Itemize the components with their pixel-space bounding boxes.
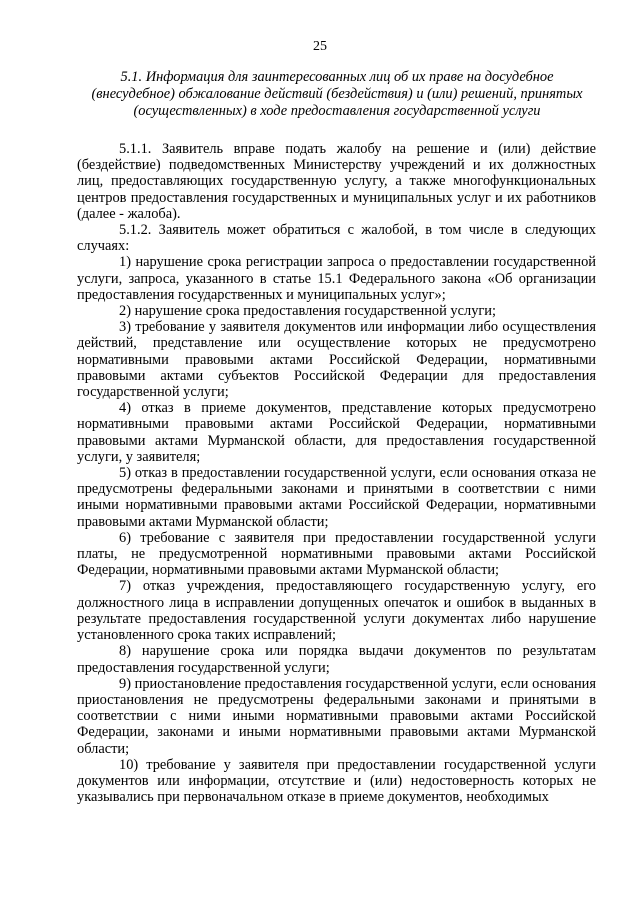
paragraph-5-1-2: 5.1.2. Заявитель может обратиться с жалобой, в том числе в следующих случаях: [77, 222, 596, 255]
list-item-4: 4) отказ в приеме документов, представление которых предусмотрено нормативными правовыми актами Российской Федерации, нормативными правовыми актами Мурманской области, для предоставления государственной услуги, у заявителя; [77, 400, 596, 465]
list-item-3: 3) требование у заявителя документов или информации либо осуществления действий, представление или осуществление которых не предусмотрено нормативными правовыми актами Российской Федерации, нормативными правовыми актами субъектов Российской Федерации для предоставления государственной услуги; [77, 319, 596, 401]
list-item-10: 10) требование у заявителя при предоставлении государственной услуги документов или информации, отсутствие и (или) недостоверность которых не указывались при первоначальном отказе в приеме документов, необходимых [77, 756, 596, 806]
list-item-8: 8) нарушение срока или порядка выдачи документов по результатам предоставления государственной услуги; [77, 643, 596, 676]
list-item-7: 7) отказ учреждения, предоставляющего государственную услугу, его должностного лица в исправлении допущенных опечаток и ошибок в выданных в результате предоставления государственной услуги документах либо нарушение установленного срока таких исправлений; [77, 578, 596, 644]
paragraph-5-1-1: 5.1.1. Заявитель вправе подать жалобу на решение и (или) действие (бездействие) подведомственных Министерству учреждений и их должностных лиц, предоставляющих государственную услугу, а также многофункциональных центров предоставления государственных и муниципальных услуг и их работников (далее - жалоба). [77, 141, 596, 222]
list-item-2: 2) нарушение срока предоставления государственной услуги; [119, 303, 496, 320]
document-body [77, 141, 596, 805]
list-item-5: 5) отказ в предоставлении государственной услуги, если основания отказа не предусмотрены федеральными законами и принятыми в соответствии с ними иными нормативными правовыми актами Российской Федерации, нормативными правовыми актами Мурманской области; [77, 465, 596, 530]
list-item-6: 6) требование с заявителя при предоставлении государственной услуги платы, не предусмотренной нормативными правовыми актами Российской Федерации, нормативными правовыми актами Мурманской области; [77, 529, 596, 579]
list-item-1: 1) нарушение срока регистрации запроса о предоставлении государственной услуги, запроса, указанного в статье 15.1 Федерального закона «Об организации предоставления государственных и муниципальных услуг»; [77, 254, 596, 303]
page-number: 25 [313, 39, 327, 54]
section-heading: 5.1. Информация для заинтересованных лиц об их праве на досудебное (внесудебное) обжалование действий (бездействия) и (или) решений, принятых (осуществленных) в ходе предоставления государственной услуги [91, 69, 583, 119]
list-item-9: 9) приостановление предоставления государственной услуги, если основания приостановления не предусмотрены федеральными законами и принятыми в соответствии с ними иными нормативными правовыми актами Российской Федерации, законами и иными нормативными правовыми актами Мурманской области; [77, 675, 596, 757]
